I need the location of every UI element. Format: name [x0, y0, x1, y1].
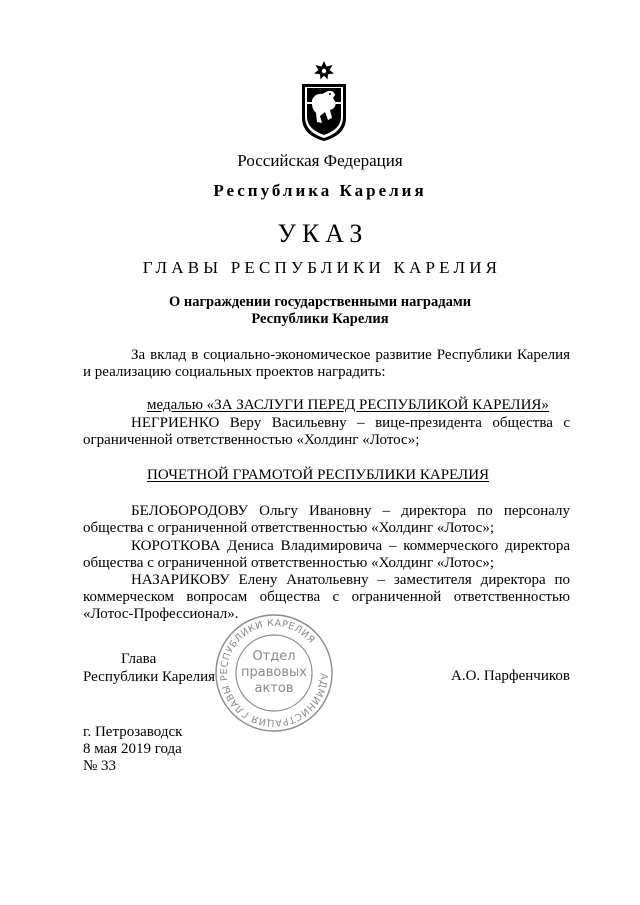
- position-line: Глава: [121, 651, 157, 667]
- issuer-title: ГЛАВЫ РЕСПУБЛИКИ КАРЕЛИЯ: [142, 258, 502, 277]
- award-title-certificate: [147, 467, 489, 484]
- stamp-ring-text: АДМИНИСТРАЦИЯ ГЛАВЫ РЕСПУБЛИКИ КАРЕЛИЯ: [218, 617, 330, 729]
- subject-line: О награждении государственными наградами: [168, 294, 472, 310]
- official-stamp-icon: [213, 612, 335, 734]
- stamp-text: правовых: [241, 665, 307, 680]
- stamp-text: Отдел: [252, 649, 296, 664]
- stamp-text: актов: [254, 681, 294, 696]
- recipient-paragraph: КОРОТКОВА Дениса Владимировича – коммерческого директора общества с ограниченной ответственностью «Холдинг «Лотос»;: [83, 538, 570, 571]
- position-line: Республики Карелия: [83, 669, 216, 685]
- award-title-medal: [147, 397, 549, 414]
- award-title-text: медалью «ЗА ЗАСЛУГИ ПЕРЕД РЕСПУБЛИКОЙ КАРЕЛИЯ»: [147, 397, 549, 413]
- recipient-paragraph: НЕГРИЕНКО Веру Васильевну – вице-президента общества с ограниченной ответственностью «Холдинг «Лотос»;: [83, 415, 570, 448]
- award-title-text: ПОЧЕТНОЙ ГРАМОТОЙ РЕСПУБЛИКИ КАРЕЛИЯ: [147, 467, 490, 483]
- republic-name: Республика Карелия: [213, 181, 427, 200]
- signatory-position: [83, 650, 215, 686]
- recipient-paragraph: НАЗАРИКОВУ Елену Анатольевну – заместителя директора по коммерческом вопросам общества с ограниченной ответственностью «Лотос-Профессионал».: [83, 572, 570, 622]
- subject-line: Республики Карелия: [251, 311, 389, 327]
- country-name: Российская Федерация: [237, 151, 403, 170]
- recipient-paragraph: БЕЛОБОРОДОВУ Ольгу Ивановну – директора по персоналу общества с ограниченной ответственностью «Холдинг «Лотос»;: [83, 503, 570, 536]
- signatory-name: А.О. Парфенчиков: [451, 668, 570, 684]
- decree-number: № 33: [83, 758, 117, 774]
- intro-paragraph: За вклад в социально-экономическое развитие Республики Карелия и реализацию социальных проектов наградить:: [83, 347, 570, 380]
- decree-subject: [150, 294, 490, 328]
- karelia-coat-of-arms-icon: [297, 60, 351, 142]
- decree-date: 8 мая 2019 года: [83, 741, 182, 757]
- document-type: УКАЗ: [277, 219, 369, 248]
- decree-footer: [83, 724, 182, 775]
- place-of-signing: г. Петрозаводск: [83, 724, 183, 740]
